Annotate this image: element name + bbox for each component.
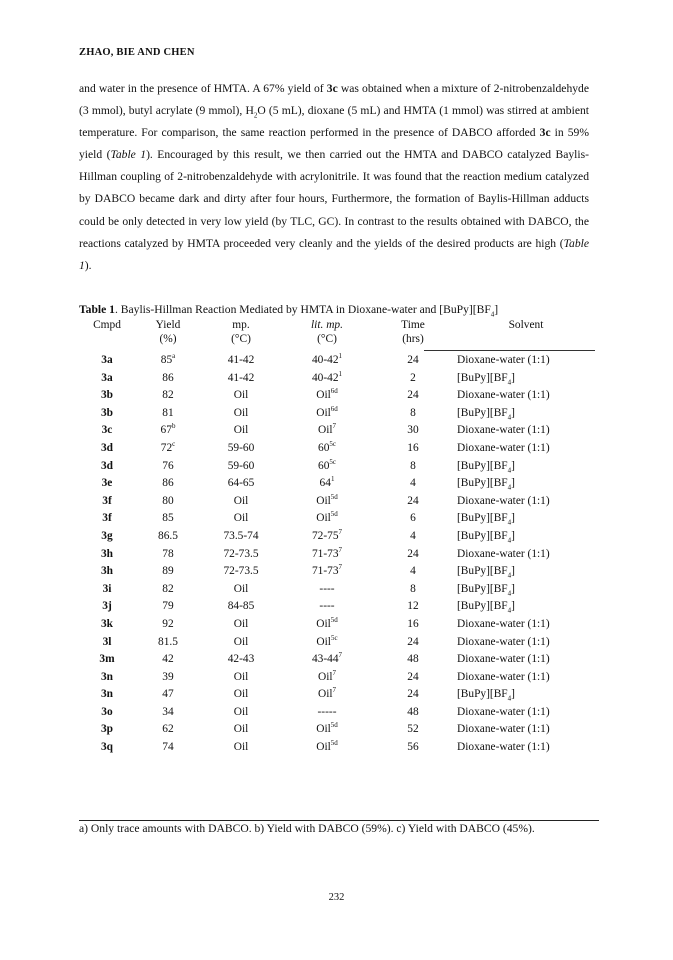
cell-lit-mp: Oil$^{6d}$ (316, 387, 338, 402)
cell-time: 48 (407, 705, 419, 718)
cell-time: 16 (407, 617, 419, 630)
cell-time: 2 (410, 371, 416, 384)
cell-solvent: Dioxane-water (1:1) (457, 741, 550, 754)
cell-cmpd: 3c (101, 424, 113, 437)
table-units-row (79, 332, 599, 349)
table-row (79, 598, 599, 616)
cell-solvent: $[BuPy][BF_4]$ (457, 459, 515, 474)
cell-solvent: Dioxane-water (1:1) (457, 354, 550, 366)
cell-time: 8 (410, 582, 416, 595)
cell-mp: Oil (233, 512, 249, 525)
cell-mp: Oil (233, 406, 249, 419)
cell-time: 4 (410, 565, 416, 578)
cell-cmpd: 3k (100, 617, 114, 630)
cell-cmpd: 3m (99, 653, 115, 666)
table-row (79, 528, 599, 546)
table-row (79, 370, 599, 388)
cell-lit-mp: ----- (317, 705, 337, 718)
unit-yield: (%) (159, 333, 177, 345)
cell-lit-mp: Oil$^{5c}$ (316, 633, 338, 648)
cell-time: 24 (407, 688, 419, 701)
cell-mp: Oil (233, 389, 249, 402)
table-body (79, 349, 599, 757)
cell-cmpd: 3d (100, 441, 114, 454)
table-caption: Table 1. Baylis-Hillman Reaction Mediated by HMTA in Dioxane-water and $[BuPy][BF_4]$ (79, 303, 499, 319)
cell-lit-mp: $43-44^7$ (311, 651, 343, 666)
cell-mp: Oil (233, 688, 249, 701)
cell-mp: Oil (233, 635, 249, 648)
cell-lit-mp: $71-73^7$ (311, 545, 343, 560)
table-row (79, 651, 599, 669)
cell-cmpd: 3l (102, 635, 112, 648)
table-row (79, 475, 599, 493)
cell-lit-mp: Oil$^7$ (317, 686, 337, 701)
cell-solvent: $[BuPy][BF_4]$ (457, 582, 515, 597)
cell-yield: 78 (162, 547, 174, 560)
cell-mp: Oil (233, 670, 249, 683)
cell-mp: 64-65 (227, 477, 255, 490)
cell-yield: 42 (162, 653, 174, 666)
table-row (79, 704, 599, 722)
cell-solvent: Dioxane-water (1:1) (457, 653, 550, 666)
cell-cmpd: 3a (101, 354, 113, 366)
cell-cmpd: 3b (100, 389, 114, 402)
cell-lit-mp: $40-42^1$ (311, 352, 343, 366)
cell-cmpd: 3n (100, 670, 114, 683)
cell-mp: Oil (233, 582, 249, 595)
cell-time: 8 (410, 406, 416, 419)
unit-solvent (453, 332, 599, 349)
cell-yield: 86 (162, 371, 174, 384)
cell-lit-mp: Oil$^{6d}$ (316, 404, 338, 419)
cell-yield: 72$^c$ (160, 440, 176, 454)
cell-mp: 42-43 (227, 653, 255, 666)
cell-time: 12 (407, 600, 419, 613)
table-bottom-rule (79, 820, 599, 821)
cell-lit-mp: $60^{5c}$ (318, 457, 336, 472)
cell-cmpd: 3h (100, 547, 114, 560)
table-row (79, 563, 599, 581)
cell-yield: 67$^b$ (160, 422, 176, 437)
cell-cmpd: 3n (100, 688, 114, 701)
cell-yield: 74 (162, 741, 174, 754)
cell-mp: 59-60 (227, 441, 255, 454)
cell-lit-mp: $71-73^7$ (311, 563, 343, 578)
cell-solvent: $[BuPy][BF_4]$ (457, 688, 515, 703)
cell-time: 30 (407, 424, 419, 437)
table-row (79, 349, 599, 370)
cell-cmpd: 3d (100, 459, 114, 472)
cell-solvent: Dioxane-water (1:1) (457, 617, 550, 630)
cell-mp: Oil (233, 617, 249, 630)
cell-lit-mp: Oil$^{5d}$ (316, 721, 338, 736)
table-row (79, 634, 599, 652)
cell-lit-mp: Oil$^{5d}$ (316, 492, 338, 507)
cell-solvent: $[BuPy][BF_4]$ (457, 529, 515, 545)
cell-solvent: Dioxane-water (1:1) (457, 547, 550, 560)
header-mp: mp. (232, 319, 250, 331)
cell-solvent: $[BuPy][BF_4]$ (457, 371, 515, 386)
results-table (79, 318, 599, 757)
cell-time: 16 (407, 441, 419, 454)
cell-yield: 82 (162, 389, 174, 402)
cell-cmpd: 3o (101, 705, 113, 718)
cell-lit-mp: $60^{5c}$ (318, 440, 336, 454)
cell-lit-mp: ---- (319, 582, 335, 595)
table-row (79, 422, 599, 440)
cell-mp: 41-42 (227, 354, 255, 366)
cell-yield: 92 (162, 617, 174, 630)
cell-mp: Oil (233, 424, 249, 437)
cell-cmpd: 3q (100, 741, 114, 754)
cell-lit-mp: $64^1$ (319, 475, 335, 490)
cell-yield: 85 (162, 512, 174, 525)
cell-cmpd: 3e (101, 477, 113, 490)
cell-time: 8 (410, 459, 416, 472)
cell-solvent: Dioxane-water (1:1) (457, 494, 550, 507)
table-footnote: a) Only trace amounts with DABCO. b) Yield with DABCO (59%). c) Yield with DABCO (45%). (79, 822, 535, 835)
cell-time: 56 (407, 741, 419, 754)
cell-cmpd: 3i (102, 582, 112, 595)
cell-time: 24 (407, 354, 419, 366)
cell-mp: Oil (233, 723, 249, 736)
cell-cmpd: 3f (102, 512, 112, 525)
cell-cmpd: 3f (102, 494, 112, 507)
cell-time: 4 (410, 529, 416, 542)
cell-time: 24 (407, 389, 419, 402)
cell-solvent: Dioxane-water (1:1) (457, 635, 550, 648)
header-solvent: Solvent (508, 319, 544, 331)
cell-yield: 81.5 (158, 635, 178, 648)
cell-time: 24 (407, 670, 419, 683)
cell-solvent: $[BuPy][BF_4]$ (457, 477, 515, 492)
cell-yield: 39 (162, 670, 174, 683)
header-time: Time (401, 319, 425, 331)
page-number: 232 (328, 892, 345, 903)
table-row (79, 669, 599, 687)
cell-lit-mp: ---- (319, 600, 335, 613)
cell-mp: 84-85 (227, 600, 255, 613)
header-cmpd: Cmpd (93, 319, 121, 331)
cell-mp: 72-73.5 (223, 547, 259, 560)
cell-yield: 34 (162, 705, 174, 718)
cell-solvent: Dioxane-water (1:1) (457, 723, 550, 736)
cell-mp: 59-60 (227, 459, 255, 472)
cell-mp: 41-42 (227, 371, 255, 384)
table-row (79, 616, 599, 634)
table-row (79, 387, 599, 405)
cell-solvent: $[BuPy][BF_4]$ (457, 600, 515, 615)
cell-yield: 47 (162, 688, 174, 701)
cell-yield: 89 (162, 565, 174, 578)
table-row (79, 440, 599, 458)
cell-mp: Oil (233, 494, 249, 507)
cell-solvent: Dioxane-water (1:1) (457, 424, 550, 437)
cell-yield: 62 (162, 723, 174, 736)
cell-time: 24 (407, 547, 419, 560)
table-header-row (79, 318, 599, 332)
cell-solvent: Dioxane-water (1:1) (457, 389, 550, 402)
cell-yield: 81 (162, 406, 174, 419)
cell-solvent: Dioxane-water (1:1) (457, 441, 550, 454)
cell-yield: 86.5 (158, 529, 178, 542)
cell-solvent: $[BuPy][BF_4]$ (457, 512, 515, 527)
cell-mp: 73.5-74 (223, 529, 259, 542)
table-row (79, 493, 599, 511)
cell-lit-mp: Oil$^{5d}$ (316, 739, 338, 754)
cell-time: 4 (410, 477, 416, 490)
cell-lit-mp: $72-75^7$ (311, 528, 343, 542)
unit-mp: (°C) (231, 333, 251, 345)
cell-lit-mp: Oil$^7$ (317, 422, 337, 437)
cell-time: 6 (410, 512, 416, 525)
cell-mp: Oil (233, 741, 249, 754)
cell-solvent: Dioxane-water (1:1) (457, 705, 550, 718)
cell-yield: 82 (162, 582, 174, 595)
cell-yield: 80 (162, 494, 174, 507)
cell-time: 52 (407, 723, 419, 736)
table-row (79, 721, 599, 739)
body-paragraph: and water in the presence of HMTA. A 67% yield of 3c was obtained when a mixture of 2-nitrobenzaldehyde (3 mmol), butyl acrylate (9 mmol), $H_2O$ (5 mL), dioxane (5 mL) and HMTA (1 mmol) was stirred at ambient temperature. For comparison, the same reaction performed in the presence of DABCO afforded 3c in 59% yield (Table 1). Encouraged by this result, we then carried out the HMTA and DABCO catalyzed Baylis-Hillman coupling of 2-nitrobenzaldehyde with acrylonitrile. It was found that the reaction medium catalyzed by DABCO became dark and dirty after four hours, Furthermore, the formation of Baylis-Hillman adducts could be only detected in very low yield (by TLC, GC). In contrast to the results obtained with DABCO, the reactions catalyzed by HMTA proceeded very cleanly and the yields of the desired products are high (Table 1). (79, 82, 589, 272)
cell-cmpd: 3h (100, 565, 114, 578)
cell-lit-mp: Oil$^{5d}$ (316, 616, 338, 630)
unit-cmpd (79, 332, 135, 349)
cell-lit-mp: $40-42^1$ (311, 369, 343, 384)
cell-solvent: $[BuPy][BF_4]$ (457, 565, 515, 580)
table-row (79, 686, 599, 704)
cell-lit-mp: Oil$^7$ (317, 668, 337, 683)
cell-mp: 72-73.5 (223, 565, 259, 578)
unit-time: (hrs) (402, 333, 424, 345)
table-row (79, 458, 599, 476)
cell-cmpd: 3a (101, 371, 113, 384)
unit-lit-mp: (°C) (317, 333, 337, 345)
cell-solvent: Dioxane-water (1:1) (457, 670, 550, 683)
cell-yield: 76 (162, 459, 174, 472)
solvent-header-rule (424, 350, 595, 351)
cell-solvent: $[BuPy][BF_4]$ (457, 406, 515, 422)
running-header: ZHAO, BIE AND CHEN (79, 47, 195, 58)
cell-time: 24 (407, 494, 419, 507)
cell-cmpd: 3p (100, 723, 114, 736)
table-row (79, 546, 599, 564)
table-row (79, 510, 599, 528)
header-yield: Yield (155, 319, 181, 331)
cell-lit-mp: Oil$^{5d}$ (316, 510, 338, 525)
cell-yield: 85$^a$ (160, 352, 176, 366)
cell-cmpd: 3b (100, 406, 114, 419)
cell-time: 48 (407, 653, 419, 666)
table-row (79, 739, 599, 757)
cell-yield: 79 (162, 600, 174, 613)
table-row (79, 581, 599, 599)
table-row (79, 405, 599, 423)
cell-yield: 86 (162, 477, 174, 490)
cell-mp: Oil (233, 705, 249, 718)
cell-time: 24 (407, 635, 419, 648)
cell-cmpd: 3g (101, 529, 113, 542)
cell-cmpd: 3j (102, 600, 112, 613)
header-lit-mp: lit. mp. (311, 319, 343, 331)
